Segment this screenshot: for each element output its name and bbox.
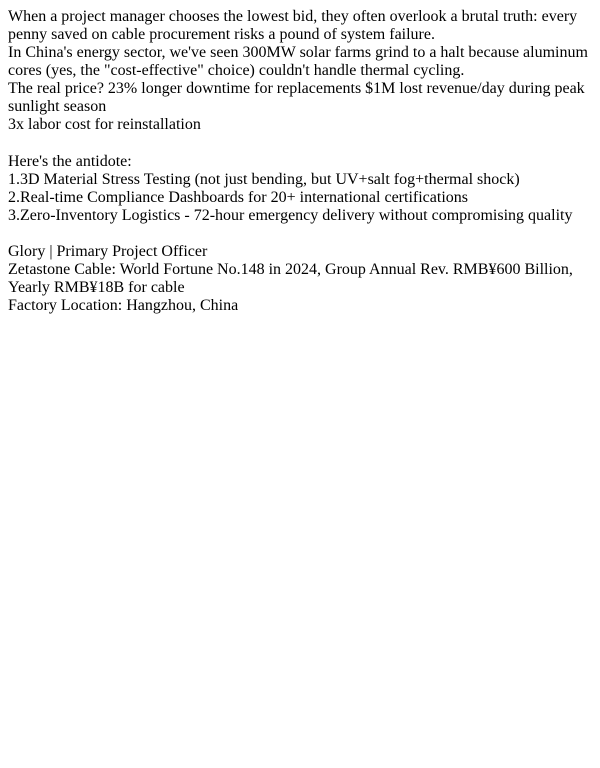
paragraph-real-price: The real price? 23% longer downtime for replacements $1M lost revenue/day during peak sunlight season (8, 80, 585, 116)
signature-company-info: Glory | Primary Project Officer (8, 242, 208, 260)
list-item-compliance-dashboards: 2.Real-time Compliance Dashboards for 20+ international certifications (8, 188, 468, 206)
paragraph-lowest-bid: When a project manager chooses the lowest bid, they often overlook a brutal truth: every penny saved on cable procurement risks a pound of system failure. (8, 8, 578, 44)
paragraph-spacer-1 (8, 135, 592, 153)
list-item-zero-inventory-logistics: 3.Zero-Inventory Logistics - 72-hour emergency delivery without compromising quality (8, 206, 573, 224)
signature-contact: Factory Location: Hangzhou, China (8, 297, 239, 315)
paragraph-labor-cost: 3x labor cost for reinstallation (8, 116, 201, 134)
signature-factory-location: Zetastone Cable: World Fortune No.148 in 2024, Group Annual Rev. RMB¥600 Billion, Yearly RMB¥18B for cable (8, 260, 573, 297)
document-body (0, 0, 600, 323)
paragraph-spacer-2 (8, 225, 592, 243)
list-item-material-stress-testing: 1.3D Material Stress Testing (not just bending, but UV+salt fog+thermal shock) (8, 170, 520, 188)
paragraph-china-energy-sector: In China's energy sector, we've seen 300MW solar farms grind to a halt because aluminum cores (yes, the "cost-effective" choice) couldn't handle thermal cycling. (8, 44, 588, 80)
paragraph-antidote-heading: Here's the antidote: (8, 152, 132, 170)
